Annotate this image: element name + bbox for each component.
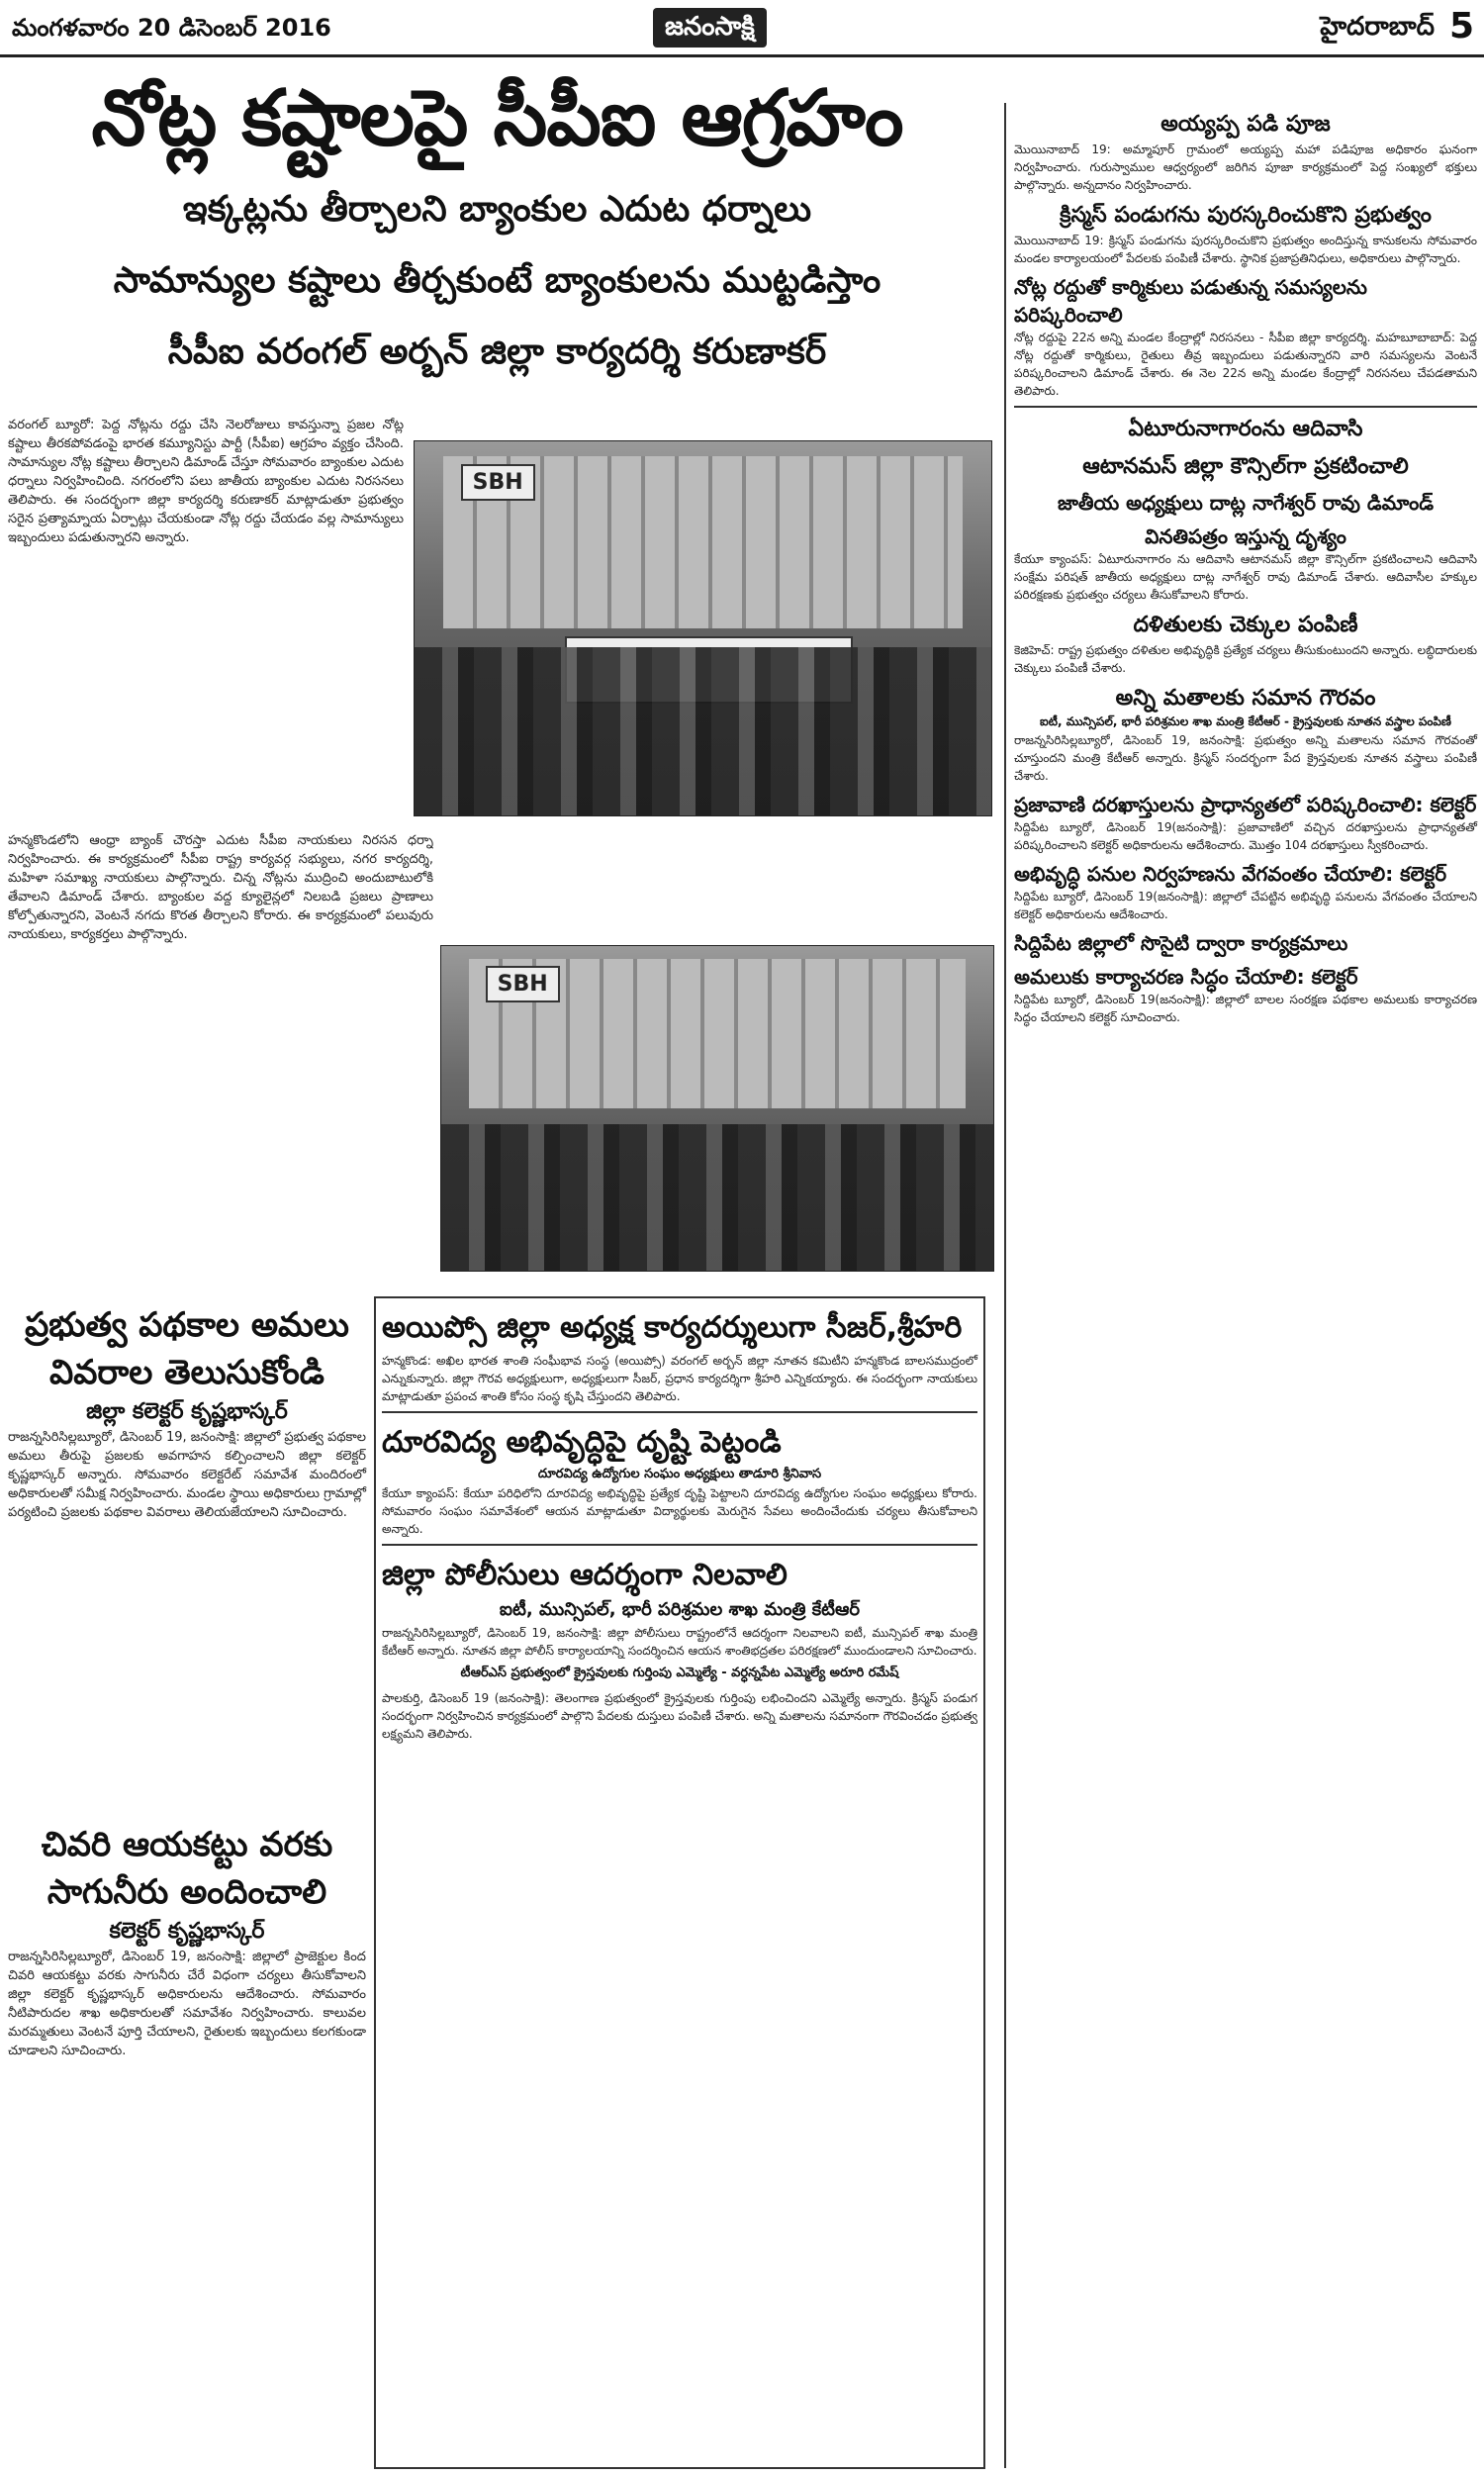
article-title: క్రిస్మస్ పండుగను పురస్కరించుకొని ప్రభుత్వం xyxy=(1060,203,1432,228)
article-body: మొయినాబాద్ 19: అమ్మాపూర్ గ్రామంలో అయ్యప్ప మహా పడిపూజ అధికారం ఘనంగా నిర్వహించారు. గురుస్వాముల ఆధ్వర్యంలో జరిగిన పూజా కార్యక్రమంలో పెద్ద సంఖ్యలో భక్తులు పాల్గొన్నారు. అన్నదానం నిర్వహించారు. xyxy=(1014,143,1477,192)
photo-caption: వినతిపత్రం ఇస్తున్న దృశ్యం xyxy=(1145,524,1346,548)
article-body: సిద్దిపేట బ్యూరో, డిసెంబర్ 19(జనంసాక్షి): ప్రజావాణిలో వచ్చిన దరఖాస్తులను ప్రాధాన్యతతో పరిష్కరించాలని కలెక్టర్ అధికారులను ఆదేశించారు. మొత్తం 104 దరఖాస్తులు స్వీకరించారు. xyxy=(1014,820,1477,852)
article-title: అయ్యప్ప పడి పూజ xyxy=(1160,112,1331,137)
article-title: అమలుకు కార్యాచరణ సిద్ధం చేయాలి: కలెక్టర్ xyxy=(1014,965,1358,989)
article-body: కేయూ క్యాంపస్: ఏటూరునాగారం ను ఆదివాసి ఆటానమస్ జిల్లా కౌన్సిల్‌గా ప్రకటించాలని ఆదివాసి సంక్షేమ పరిషత్ జాతీయ అధ్యక్షులు దాట్ల నాగేశ్వర్ రావు డిమాండ్ చేశారు. ఆదివాసీల హక్కుల పరిరక్షణకు ప్రభుత్వం చర్యలు తీసుకోవాలని కోరారు. xyxy=(1014,552,1477,602)
article-title: ఏటూరునాగారంను ఆదివాసి xyxy=(1128,417,1363,441)
article-body: రాజన్నసిరిసిల్లబ్యూరో, డిసెంబర్ 19, జనంసాక్షి: జిల్లా పోలీసులు రాష్ట్రంలోనే ఆదర్శంగా నిలవాలని ఐటీ, మున్సిపల్ శాఖ మంత్రి కేటీఆర్ అన్నారు. నూతన జిల్లా పోలీస్ కార్యాలయాన్ని సందర్శించిన ఆయన శాంతిభద్రతల పరిరక్షణలో ముందుండాలని సూచించారు. xyxy=(382,1626,977,1658)
article-subtitle: ఐటీ, మున్సిపల్, భారీ పరిశ్రమల శాఖ మంత్రి కేటీఆర్ - క్రైస్తవులకు నూతన వస్త్రాల పంపిణీ xyxy=(1040,714,1451,728)
lead-headline: నోట్ల కష్టాలపై సీపీఐ ఆగ్రహం xyxy=(91,74,903,163)
lead-body-2: హన్మకొండలోని ఆంధ్రా బ్యాంక్ చౌరస్తా ఎదుట సీపీఐ నాయకులు నిరసన ధర్నా నిర్వహించారు. ఈ కార్యక్రమంలో సీపీఐ రాష్ట్ర కార్యవర్గ సభ్యులు, నగర కార్యదర్శి, మహిళా సమాఖ్య నాయకులు పాల్గొన్నారు. చిన్న నోట్లను ముద్రించి అందుబాటులోకి తేవాలని డిమాండ్ చేశారు. బ్యాంకుల వద్ద క్యూలైన్లలో నిలబడి ప్రజలు ప్రాణాలు కోల్పోతున్నారని, వెంటనే నగదు కొరత తీర్చాలని కోరారు. ఈ కార్యక్రమంలో పలువురు నాయకులు, కార్యకర్తలు పాల్గొన్నారు. xyxy=(8,833,433,942)
lead-subhead-2: సామాన్యుల కష్టాలు తీర్చకుంటే బ్యాంకులను ముట్టడిస్తాం xyxy=(113,260,881,301)
right-column xyxy=(1004,103,1477,2468)
protesters xyxy=(415,647,991,815)
article-title: అభివృద్ధి పనుల నిర్వహణను వేగవంతం చేయాలి: కలెక్టర్ xyxy=(1014,862,1447,886)
article-subtitle: జాతీయ అధ్యక్షులు దాట్ల నాగేశ్వర్ రావు డిమాండ్ xyxy=(1057,491,1435,515)
article-body: రాజన్నసిరిసిల్లబ్యూరో, డిసెంబర్ 19, జనంసాక్షి: జిల్లాలో ప్రాజెక్టుల కింద చివరి ఆయకట్టు వరకు సాగునీరు చేరే విధంగా చర్యలు తీసుకోవాలని జిల్లా కలెక్టర్ కృష్ణభాస్కర్ అధికారులను ఆదేశించారు. సోమవారం నీటిపారుదల శాఖ అధికారులతో సమావేశం నిర్వహించారు. కాలువల మరమ్మతులు వెంటనే పూర్తి చేయాలని, రైతులకు ఇబ్బందులు కలగకుండా చూడాలని సూచించారు. xyxy=(8,1950,366,2058)
bank-sign: SBH xyxy=(486,966,560,1002)
article-title: జిల్లా పోలీసులు ఆదర్శంగా నిలవాలి xyxy=(382,1558,788,1592)
article-title: ఆటానమస్ జిల్లా కౌన్సిల్‌గా ప్రకటించాలి xyxy=(1082,454,1409,479)
edition-city: హైదరాబాద్ xyxy=(1320,12,1435,42)
newspaper-logo: జనంసాక్షి xyxy=(653,8,767,48)
page-number: 5 xyxy=(1448,6,1474,47)
article-subtitle: టీఆర్ఎస్ ప్రభుత్వంలో క్రైస్తవులకు గుర్తింపు ఎమ్మెల్యే - వర్ధన్నపేట ఎమ్మెల్యే అరూరి రమేష్ xyxy=(460,1666,899,1680)
article-body: రాజన్నసిరిసిల్లబ్యూరో, డిసెంబర్ 19, జనంసాక్షి: జిల్లాలో ప్రభుత్వ పథకాల అమలు తీరుపై ప్రజలకు అవగాహన కల్పించాలని జిల్లా కలెక్టర్ కృష్ణభాస్కర్ అన్నారు. సోమవారం కలెక్టరేట్ సమావేశ మందిరంలో అధికారులతో సమీక్ష నిర్వహించారు. మండల స్థాయి అధికారులు గ్రామాల్లో పర్యటించి ప్రజలకు పథకాల వివరాలు తెలియజేయాలని సూచించారు. xyxy=(8,1430,366,1520)
divider xyxy=(382,1544,977,1546)
article-subtitle: దూరవిద్య ఉద్యోగుల సంఘం అధ్యక్షులు తాడూరి శ్రీనివాస xyxy=(537,1467,822,1481)
article-title: దూరవిద్య అభివృద్ధిపై దృష్టి పెట్టండి xyxy=(382,1425,782,1460)
article-title: వివరాల తెలుసుకోండి xyxy=(49,1353,325,1392)
lead-subhead-1: ఇక్కట్లను తీర్చాలని బ్యాంకుల ఎదుట ధర్నాలు xyxy=(182,189,812,230)
protesters xyxy=(441,1124,993,1271)
article-body: కెజిహెచ్: రాష్ట్ర ప్రభుత్వం దళితుల అభివృద్ధికి ప్రత్యేక చర్యలు తీసుకుంటుందని అన్నారు. లబ్ధిదారులకు చెక్కులు పంపిణీ చేశారు. xyxy=(1014,643,1477,675)
article-body: మొయినాబాద్ 19: క్రిస్మస్ పండుగను పురస్కరించుకొని ప్రభుత్వం అందిస్తున్న కానుకలను సోమవారం మండల కార్యాలయంలో పేదలకు పంపిణీ చేశారు. స్థానిక ప్రజాప్రతినిధులు, అధికారులు పాల్గొన్నారు. xyxy=(1014,234,1477,265)
article-subtitle: ఐటీ, మున్సిపల్, భారీ పరిశ్రమల శాఖ మంత్రి కేటీఆర్ xyxy=(499,1599,861,1620)
article-body: రాజన్నసిరిసిల్లబ్యూరో, డిసెంబర్ 19, జనంసాక్షి: ప్రభుత్వం అన్ని మతాలను సమాన గౌరవంతో చూస్తుందని మంత్రి కేటీఆర్ అన్నారు. క్రిస్మస్ సందర్భంగా పేద క్రైస్తవులకు నూతన వస్త్రాలు పంపిణీ చేశారు. xyxy=(1014,733,1477,783)
article-title: సిద్దిపేట జిల్లాలో సొసైటి ద్వారా కార్యక్రమాలు xyxy=(1014,931,1348,955)
lead-body: వరంగల్ బ్యూరో: పెద్ద నోట్లను రద్దు చేసి నెలరోజులు కావస్తున్నా ప్రజల నోట్ల కష్టాలు తీరకపోవడంపై భారత కమ్యూనిస్టు పార్టీ (సీపీఐ) ఆగ్రహం వ్యక్తం చేసింది. సామాన్యుల నోట్ల కష్టాలు తీర్చాలని డిమాండ్ చేస్తూ సోమవారం బ్యాంకుల ఎదుట ధర్నాలు నిర్వహించింది. నగరంలోని పలు జాతీయ బ్యాంకుల ఎదుట నిరసనలు తెలిపారు. ఈ సందర్భంగా జిల్లా కార్యదర్శి కరుణాకర్ మాట్లాడుతూ ప్రభుత్వం సరైన ప్రత్యామ్నాయ ఏర్పాట్లు చేయకుండా నోట్ల రద్దు చేయడం వల్ల సామాన్యులు ఇబ్బందులు పడుతున్నారని అన్నారు. xyxy=(8,418,404,545)
article-byline: జిల్లా కలెక్టర్ కృష్ణభాస్కర్ xyxy=(86,1399,288,1424)
lead-photo-2 xyxy=(440,945,994,1272)
issue-date: మంగళవారం 20 డిసెంబర్ 2016 xyxy=(12,14,331,42)
article-title: నోట్ల రద్దుతో కార్మికులు పడుతున్న సమస్యలను పరిష్కరించాలి xyxy=(1014,275,1367,327)
article-body: పాలకుర్తి, డిసెంబర్ 19 (జనంసాక్షి): తెలంగాణ ప్రభుత్వంలో క్రైస్తవులకు గుర్తింపు లభించిందని ఎమ్మెల్యే అన్నారు. క్రిస్మస్ పండుగ సందర్భంగా నిర్వహించిన కార్యక్రమంలో పాల్గొని పేదలకు దుస్తులు పంపిణీ చేశారు. అన్ని మతాలను సమానంగా గౌరవించడం ప్రభుత్వ లక్ష్యమని తెలిపారు. xyxy=(382,1691,977,1741)
article-schemes xyxy=(8,1301,366,1522)
article-title: దళితులకు చెక్కుల పంపిణీ xyxy=(1133,613,1358,637)
article-body: సిద్దిపేట బ్యూరో, డిసెంబర్ 19(జనంసాక్షి): జిల్లాలో బాలల సంరక్షణ పథకాల అమలుకు కార్యాచరణ సిద్ధం చేయాలని కలెక్టర్ సూచించారు. xyxy=(1014,993,1477,1024)
article-body: హన్మకొండ: అఖిల భారత శాంతి సంఘీభావ సంస్థ (అయిప్సో) వరంగల్ అర్బన్ జిల్లా నూతన కమిటీని హన్మకొండ బాలసముద్రంలో ఎన్నుకున్నారు. జిల్లా గౌరవ అధ్యక్షులుగా, అధ్యక్షులుగా సీజర్, ప్రధాన కార్యదర్శిగా శ్రీహరి ఎన్నికయ్యారు. ఈ సందర్భంగా నాయకులు మాట్లాడుతూ ప్రపంచ శాంతి కోసం సంస్థ కృషి చేస్తుందని తెలిపారు. xyxy=(382,1354,977,1403)
divider xyxy=(1014,406,1477,408)
article-body: నోట్ల రద్దుపై 22న అన్ని మండల కేంద్రాల్లో నిరసనలు - సీపీఐ జిల్లా కార్యదర్శి. మహబూబాబాద్: పెద్ద నోట్ల రద్దుతో కార్మికులు, రైతులు తీవ్ర ఇబ్బందులు పడుతున్నారని వారి సమస్యలను వెంటనే పరిష్కరించాలని డిమాండ్ చేశారు. ఈ నెల 22న అన్ని మండల కేంద్రాల్లో నిరసనలు చేపడతామని తెలిపారు. xyxy=(1014,331,1477,398)
article-title: అన్ని మతాలకు సమాన గౌరవం xyxy=(1115,686,1376,711)
lead-photo-1 xyxy=(414,440,992,816)
article-irrigation xyxy=(8,1821,366,2060)
article-byline: కలెక్టర్ కృష్ణభాస్కర్ xyxy=(109,1919,265,1944)
article-title: చివరి ఆయకట్టు వరకు xyxy=(41,1825,333,1864)
article-title: అయిప్సో జిల్లా అధ్యక్ష కార్యదర్శులుగా సీజర్,శ్రీహరి xyxy=(382,1310,963,1345)
masthead xyxy=(0,0,1484,57)
article-title: సాగునీరు అందించాలి xyxy=(46,1872,327,1912)
article-body: సిద్దిపేట బ్యూరో, డిసెంబర్ 19(జనంసాక్షి): జిల్లాలో చేపట్టిన అభివృద్ధి పనులను వేగవంతం చేయాలని కలెక్టర్ అధికారులను ఆదేశించారు. xyxy=(1014,890,1477,921)
article-body: కేయూ క్యాంపస్: కేయూ పరిధిలోని దూరవిద్య అభివృద్ధిపై ప్రత్యేక దృష్టి పెట్టాలని దూరవిద్య ఉద్యోగుల సంఘం అధ్యక్షులు కోరారు. సోమవారం సంఘం సమావేశంలో ఆయన మాట్లాడుతూ విద్యార్థులకు మెరుగైన సేవలు అందించేందుకు చర్యలు తీసుకోవాలని అన్నారు. xyxy=(382,1486,977,1536)
article-title: ప్రజావాణి దరఖాస్తులను ప్రాధాన్యతలో పరిష్కరించాలి: కలెక్టర్ xyxy=(1014,793,1477,816)
article-title: ప్రభుత్వ పథకాల అమలు xyxy=(25,1305,349,1345)
lead-subhead-3: సీపీఐ వరంగల్ అర్బన్ జిల్లా కార్యదర్శి కరుణాకర్ xyxy=(167,332,827,372)
divider xyxy=(382,1411,977,1413)
bank-sign: SBH xyxy=(461,464,535,501)
middle-articles xyxy=(374,1296,985,2469)
lead-story xyxy=(0,69,994,382)
